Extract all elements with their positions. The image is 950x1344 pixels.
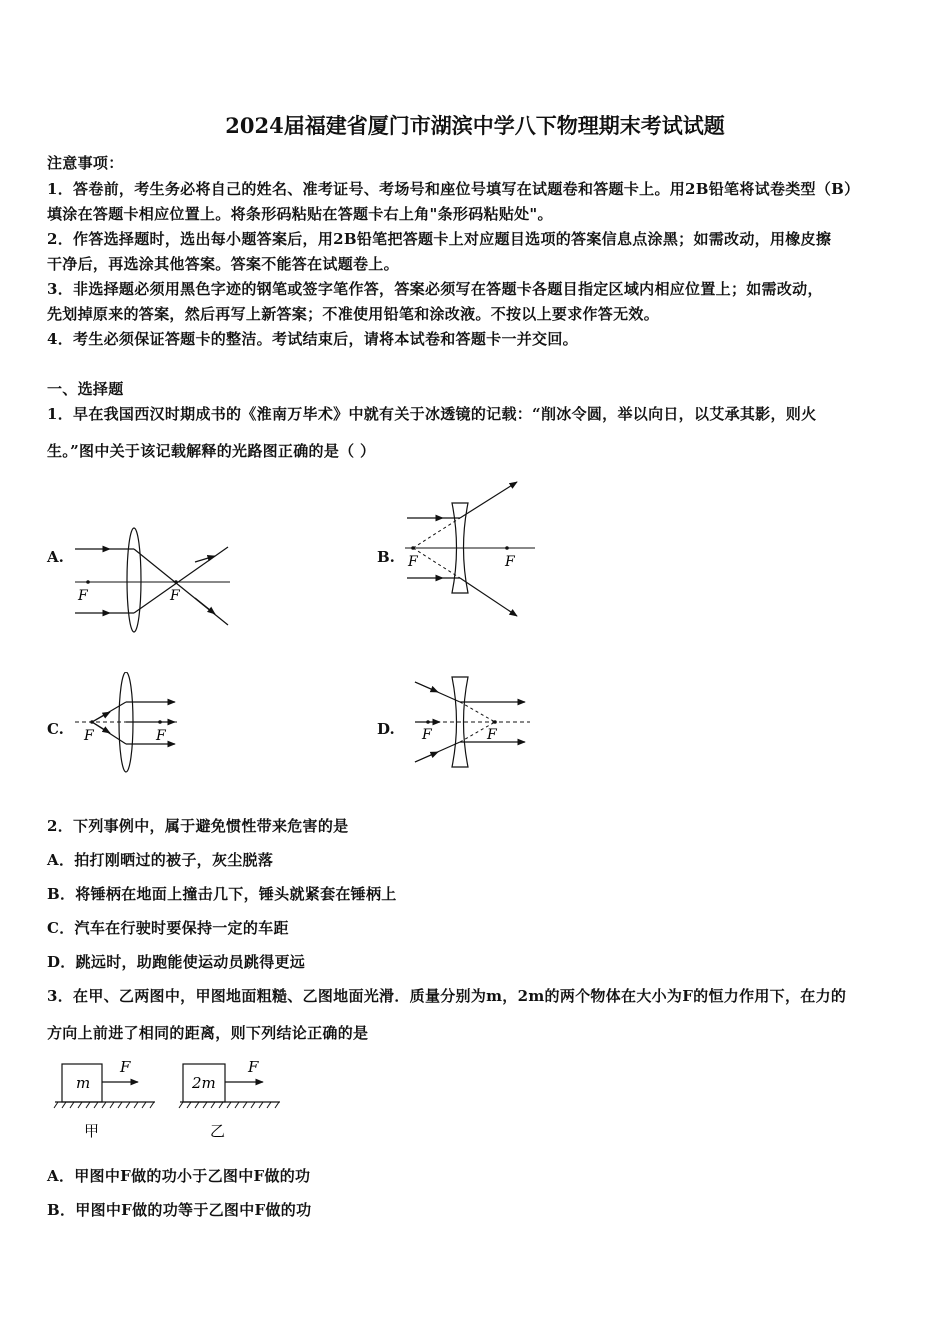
- option-label-c: C.: [47, 720, 64, 738]
- focus-label: F: [505, 554, 515, 570]
- question-2-option: C．汽车在行驶时要保持一定的车距: [47, 919, 289, 937]
- force-label: F: [120, 1058, 131, 1076]
- question-3-option: A．甲图中F做的功小于乙图中F做的功: [47, 1167, 311, 1185]
- question-1-stem: 生。”图中关于该记载解释的光路图正确的是（ ）: [47, 442, 376, 460]
- notice-line: 3．非选择题必须用黑色字迹的钢笔或签字笔作答，答案必须写在答题卡各题目指定区域内相应位置上；如需改动，: [47, 280, 823, 298]
- option-label-d: D.: [377, 720, 395, 738]
- focus-label: F: [170, 588, 180, 604]
- focus-label: F: [84, 728, 94, 744]
- question-2-option: A．拍打刚晒过的被子，灰尘脱落: [47, 851, 274, 869]
- figure-caption: 甲: [84, 1122, 100, 1140]
- ray-diagram-c: [70, 672, 185, 777]
- question-3-stem: 3．在甲、乙两图中，甲图地面粗糙、乙图地面光滑．质量分别为m，2m的两个物体在大小为F的恒力作用下，在力的: [47, 987, 847, 1005]
- option-label-b: B.: [377, 548, 395, 566]
- force-label: F: [248, 1058, 259, 1076]
- notice-line: 1．答卷前，考生务必将自己的姓名、准考证号、考场号和座位号填写在试题卷和答题卡上。用2B铅笔将试卷类型（B）: [47, 180, 860, 198]
- focus-label: F: [78, 588, 88, 604]
- ray-diagram-a: [70, 525, 235, 635]
- notice-line: 4．考生必须保证答题卡的整洁。考试结束后，请将本试卷和答题卡一并交回。: [47, 330, 578, 348]
- question-2-stem: 2．下列事例中，属于避免惯性带来危害的是: [47, 817, 349, 835]
- option-label-a: A.: [47, 548, 64, 566]
- notice-line: 先划掉原来的答案，然后再写上新答案；不准使用铅笔和涂改液。不按以上要求作答无效。: [47, 305, 660, 323]
- mass-label: 2m: [192, 1074, 216, 1092]
- page-title: 2024届福建省厦门市湖滨中学八下物理期末考试试题: [225, 113, 725, 138]
- question-2-option: D．跳远时，助跑能使运动员跳得更远: [47, 953, 306, 971]
- focus-label: F: [422, 727, 432, 743]
- focus-label: F: [487, 727, 497, 743]
- question-3-option: B．甲图中F做的功等于乙图中F做的功: [47, 1201, 312, 1219]
- question-2-option: B．将锤柄在地面上撞击几下，锤头就紧套在锤柄上: [47, 885, 397, 903]
- section-heading: 一、选择题: [47, 380, 124, 398]
- focus-label: F: [156, 728, 166, 744]
- mass-label: m: [76, 1074, 91, 1092]
- force-diagram: [50, 1052, 310, 1142]
- notice-heading: 注意事项：: [47, 154, 124, 172]
- notice-line: 干净后，再选涂其他答案。答案不能答在试题卷上。: [47, 255, 399, 273]
- focus-label: F: [408, 554, 418, 570]
- notice-line: 填涂在答题卡相应位置上。将条形码粘贴在答题卡右上角"条形码粘贴处"。: [47, 205, 553, 223]
- notice-line: 2．作答选择题时，选出每小题答案后，用2B铅笔把答题卡上对应题目选项的答案信息点涂黑；如需改动，用橡皮擦: [47, 230, 832, 248]
- ray-diagram-d: [410, 672, 535, 772]
- figure-caption: 乙: [210, 1122, 226, 1140]
- question-1-stem: 1．早在我国西汉时期成书的《淮南万毕术》中就有关于冰透镜的记载：“削冰令圆，举以向日，以艾承其影，则火: [47, 405, 817, 423]
- question-3-stem: 方向上前进了相同的距离，则下列结论正确的是: [47, 1024, 369, 1042]
- ray-diagram-b: [405, 478, 540, 623]
